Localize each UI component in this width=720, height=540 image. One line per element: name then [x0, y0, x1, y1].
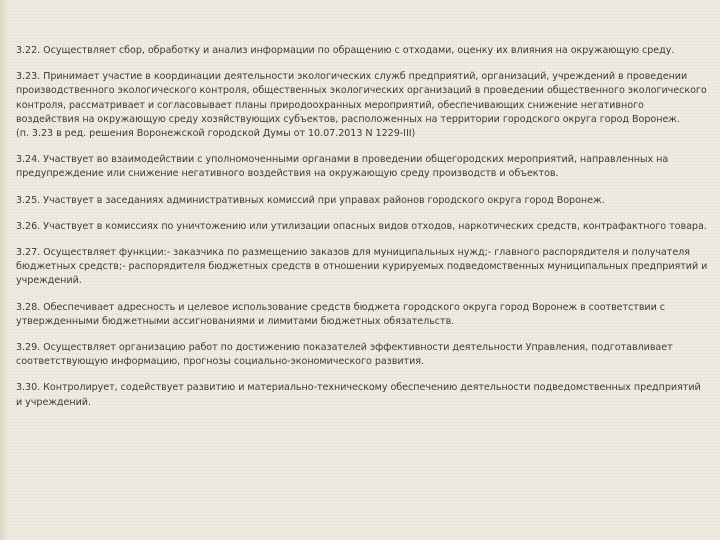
- paragraph-text: 3.27. Осуществляет функции:- заказчика по размещению заказов для муниципальных нужд;- главного распорядителя и получателя бюджетных средств;- распорядителя бюджетных средств в отношении курируемых подведомственных муниципальных предприятий и учреждений.: [16, 247, 708, 287]
- paragraph-text: 3.22. Осуществляет сбор, обработку и анализ информации по обращению с отходами, оценку их влияния на окружающую среду.: [16, 45, 675, 56]
- paragraph-text: 3.30. Контролирует, содействует развитию и материально-техническому обеспечению деятельности подведомственных предприятий и учреждений.: [16, 382, 701, 408]
- paragraph-3-29: [16, 341, 708, 369]
- paragraph-3-30: [16, 381, 708, 409]
- paragraph-3-23: [16, 70, 708, 141]
- paragraph-text: 3.25. Участвует в заседаниях административных комиссий при управах районов городского округа город Воронеж.: [16, 194, 605, 206]
- paragraph-3-27: [16, 246, 708, 289]
- paragraph-text: 3.26. Участвует в комиссиях по уничтожению или утилизации опасных видов отходов, наркотических средств, контрафактного товара.: [16, 220, 707, 232]
- paragraph-text: 3.23. Принимает участие в координации деятельности экологических служб предприятий, организаций, учреждений в проведении производственного экологического контроля, общественных экологических организаций в проведении общественного экологического контроля, рассматривает и согласовывает планы природоохранных мероприятий, обеспечивающих снижение негативного воздействия на окружающую среду хозяйствующих субъектов, расположенных на территории городского округа город Воронеж.: [16, 71, 707, 125]
- document-body: [16, 44, 708, 422]
- paragraph-text: 3.24. Участвует во взаимодействии с уполномоченными органами в проведении общегородских мероприятий, направленных на предупреждение или снижение негативного воздействия на окружающую среду производств и объектов.: [16, 154, 669, 180]
- paragraph-3-28: [16, 301, 708, 329]
- paragraph-note: (п. 3.23 в ред. решения Воронежской городской Думы от 10.07.2013 N 1229-III): [16, 128, 416, 140]
- paragraph-3-25: [16, 194, 708, 208]
- paragraph-text: 3.28. Обеспечивает адресность и целевое использование средств бюджета городского округа город Воронеж в соответствии с утвержденными бюджетными ассигнованиями и лимитами бюджетных обязательств.: [16, 301, 666, 327]
- paragraph-3-26: [16, 220, 708, 234]
- left-accent-bar: [0, 0, 7, 540]
- paragraph-text: 3.29. Осуществляет организацию работ по достижению показателей эффективности деятельности Управления, подготавливает соответствующую информацию, прогнозы социально-экономического развития.: [16, 342, 673, 368]
- paragraph-3-24: [16, 153, 708, 181]
- paragraph-3-22: [16, 44, 708, 58]
